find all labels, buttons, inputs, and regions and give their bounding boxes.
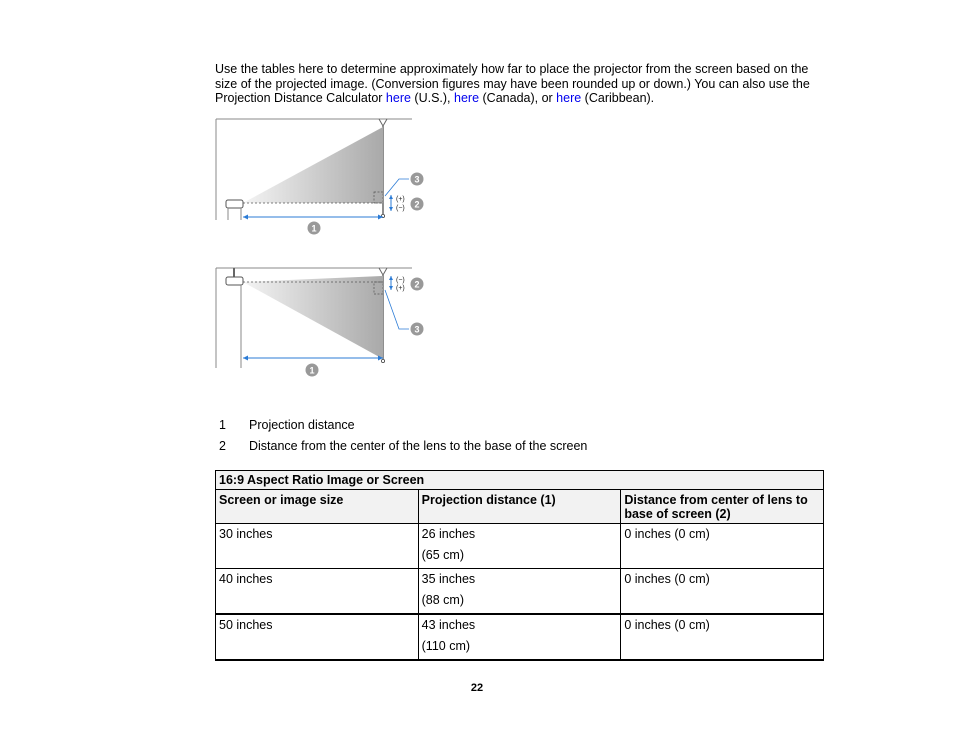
cell-offset	[621, 569, 824, 615]
table-caption-row	[216, 471, 824, 490]
callout-3-leader	[385, 290, 409, 329]
legend-text: Distance from the center of the lens to the base of the screen	[249, 439, 588, 453]
cell-distance	[418, 569, 621, 615]
ceiling-projection-diagram	[213, 264, 433, 380]
distance-inches: 26 inches	[421, 527, 476, 541]
aspect-ratio-table	[215, 470, 824, 661]
cell-size	[216, 614, 419, 660]
intro-text-1: Use the tables here to determine approximately how far to place the projector from the screen based on the size of the projected image. (Conversion figures may have been rounded up or down.) You can also use the Projection Distance Calculator	[215, 62, 810, 106]
callout-3: 3	[414, 174, 420, 185]
intro-text-2: (U.S.),	[410, 91, 455, 106]
table-row	[216, 569, 824, 615]
cell-distance	[418, 524, 621, 569]
size-value: 50 inches	[219, 618, 273, 632]
table-row	[216, 524, 824, 569]
distance-cm: (110 cm)	[421, 639, 471, 653]
offset-value: 0 inches (0 cm)	[624, 618, 710, 632]
callout-2: 2	[414, 199, 420, 210]
offset-value: 0 inches (0 cm)	[624, 572, 710, 586]
offset-value: 0 inches (0 cm)	[624, 527, 710, 541]
distance-inches: 35 inches	[421, 572, 476, 586]
callout-3-leader	[385, 179, 409, 196]
header-projection-distance: Projection distance (1)	[418, 490, 621, 524]
header-lens-offset: Distance from center of lens to base of screen (2)	[621, 490, 824, 524]
cell-offset	[621, 614, 824, 660]
size-value: 40 inches	[219, 572, 273, 586]
minus-label: (−)	[396, 277, 405, 284]
projector-icon	[226, 277, 243, 285]
callout-1: 1	[309, 365, 315, 376]
screen-bottom-marker	[381, 359, 384, 362]
projection-beam	[243, 276, 383, 359]
plus-label: (+)	[396, 285, 405, 292]
cell-offset	[621, 524, 824, 569]
table-caption: 16:9 Aspect Ratio Image or Screen	[216, 471, 824, 490]
plus-label: (+)	[396, 196, 405, 203]
legend-number: 2	[219, 439, 226, 453]
intro-text-3: (Canada), or	[479, 91, 557, 106]
projector-icon	[226, 200, 243, 208]
callout-2: 2	[414, 279, 420, 290]
legend-number: 1	[219, 418, 226, 432]
intro-paragraph	[215, 62, 825, 106]
size-value: 30 inches	[219, 527, 273, 541]
distance-cm: (88 cm)	[421, 593, 465, 607]
floor-projection-diagram	[213, 116, 433, 240]
header-screen-size: Screen or image size	[216, 490, 419, 524]
legend-text: Projection distance	[249, 418, 355, 432]
distance-inches: 43 inches	[421, 618, 476, 632]
screen-hanger	[379, 268, 387, 275]
minus-label: (−)	[396, 205, 405, 212]
callout-1: 1	[311, 223, 317, 234]
intro-text-4: (Caribbean).	[581, 91, 655, 106]
screen-hanger	[379, 119, 387, 126]
link-us[interactable]: here	[385, 91, 411, 106]
page-number: 22	[470, 682, 484, 694]
cell-distance	[418, 614, 621, 660]
link-caribbean[interactable]: here	[556, 91, 582, 106]
link-canada[interactable]: here	[454, 91, 480, 106]
table-row	[216, 614, 824, 660]
distance-cm: (65 cm)	[421, 548, 465, 562]
cell-size	[216, 524, 419, 569]
callout-3: 3	[414, 324, 420, 335]
projection-beam	[243, 127, 383, 203]
table-header-row	[216, 490, 824, 524]
cell-size	[216, 569, 419, 615]
